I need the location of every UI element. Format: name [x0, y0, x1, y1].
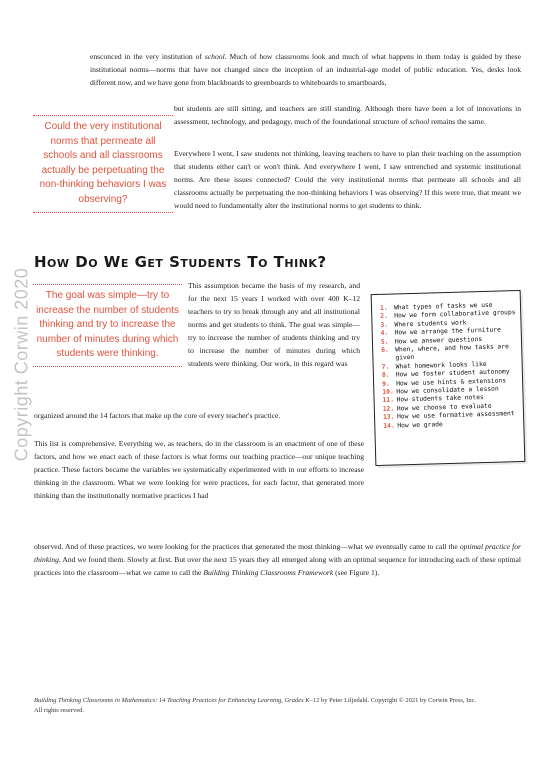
factor-number: 7.: [381, 363, 390, 371]
section-heading: How Do We Get Students To Think?: [34, 253, 327, 271]
fourteen-factors-note: [371, 290, 526, 466]
factor-text: How we form collaborative groups: [394, 309, 516, 320]
factor-number: 13.: [382, 413, 395, 422]
factor-number: 6.: [381, 346, 389, 354]
paragraph-2: Everywhere I went, I saw students not thinking, leaving teachers to have to plan their teaching on the assumption that students either can't or won't think. And everywhere I went, I saw entrenched and systemic institutional norms. Are these issues connected? Could the very institutional norms that permeate all schools and all classrooms actually be perpetuating the non-thinking behaviors I was observing? If this were true, that meant we would need to fundamentally alter the institutional norms to get students to think.: [174, 149, 521, 210]
factor-number: 1.: [379, 304, 388, 312]
factor-number: 14.: [383, 422, 395, 430]
paragraph-1-continued: but students are still sitting, and teachers are still standing. Although there have been a lot of innovations in assessment, technology, and pedagogy, much of the foundational structure of school remains the same.: [174, 104, 521, 126]
factor-text: How we grade: [397, 420, 443, 430]
paragraph-4: This list is comprehensive. Everything we, as teachers, do in the classroom is an enactment of one of these factors, and how we enact each of these factors is what forms our teaching practice—our unique teaching practice. These factors became the variables we systematically experimented with in our efforts to increase thinking in the classroom. What we were looking for were practices, for each factor, that generated more thinking than the institutionally normative practices I had: [34, 439, 364, 500]
pullquote-goal: The goal was simple—try to increase the number of students thinking and try to increase the number of minutes during which students were thinking.: [33, 284, 182, 367]
factor-text: How we use hints & extensions: [396, 377, 507, 388]
factor-number: 5.: [380, 338, 389, 346]
factor-number: 8.: [381, 371, 390, 380]
paragraph-4-continued: observed. And of these practices, we were looking for the practices that generated the most thinking—what we eventually came to call the optimal practice for thinking. And we found them. Slowly at first. But over the next 15 years they all emerged along with an optimal sequence for introducing each of these optimal practices into the classroom—what we came to call the Building Thinking Classrooms Framework (see Figure 1).: [34, 542, 521, 577]
factor-text: When, where, and how tasks are given: [395, 343, 509, 362]
factor-number: 4.: [380, 329, 389, 338]
pullquote-institutional-norms: Could the very institutional norms that permeate all schools and all classrooms actually be perpetuating the non-thinking behaviors I was observing?: [33, 115, 173, 213]
paragraph-3: This assumption became the basis of my research, and for the next 15 years I worked with over 400 K–12 teachers to try to break through any and all institutional norms and get students to think. The goal was simple—try to increase the number of students thinking and try to increase the number of minutes during which students were thinking. Our work, in this regard was: [188, 281, 360, 368]
paragraph-3-continued: organized around the 14 factors that make up the core of every teacher's practice.: [34, 411, 281, 420]
factor-text: How we arrange the furniture: [394, 326, 501, 337]
factor-text: Where students work: [394, 319, 467, 329]
paragraph-1: ensconced in the very institution of school. Much of how classrooms look and much of what happens in them today is guided by these institutional norms—norms that have not changed since the inception of an industrial-age model of public education. Yes, desks look different now, and we have gone from blackboards to greenboards to whiteboards to smartboards,: [90, 52, 522, 87]
factor-number: 10.: [382, 388, 394, 396]
factor-text: How we use formative assessment: [396, 410, 515, 421]
factor-text: How we answer questions: [394, 335, 483, 346]
factor-text: How we consolidate a lesson: [396, 385, 499, 396]
factor-text: What homework looks like: [395, 360, 487, 371]
factor-text: How we foster student autonomy: [395, 368, 510, 379]
factor-text: How students take notes: [396, 394, 484, 404]
factor-number: 9.: [382, 380, 390, 388]
factor-list: [372, 291, 524, 431]
factor-text: How we choose to evaluate: [396, 402, 492, 413]
factor-number: 11.: [382, 396, 395, 405]
factor-number: 2.: [380, 313, 388, 321]
factor-text: What types of tasks we use: [393, 301, 493, 312]
footer-copyright: Building Thinking Classrooms in Mathematics: 14 Teaching Practices for Enhancing Learning, Grades K–12 by Peter Liljedahl. Copyright © 2021 by Corwin Press, Inc. All rights reserved.: [34, 697, 477, 714]
factor-number: 3.: [380, 321, 389, 329]
factor-number: 12.: [382, 405, 395, 413]
copyright-watermark: Copyright Corwin 2020: [11, 267, 32, 462]
